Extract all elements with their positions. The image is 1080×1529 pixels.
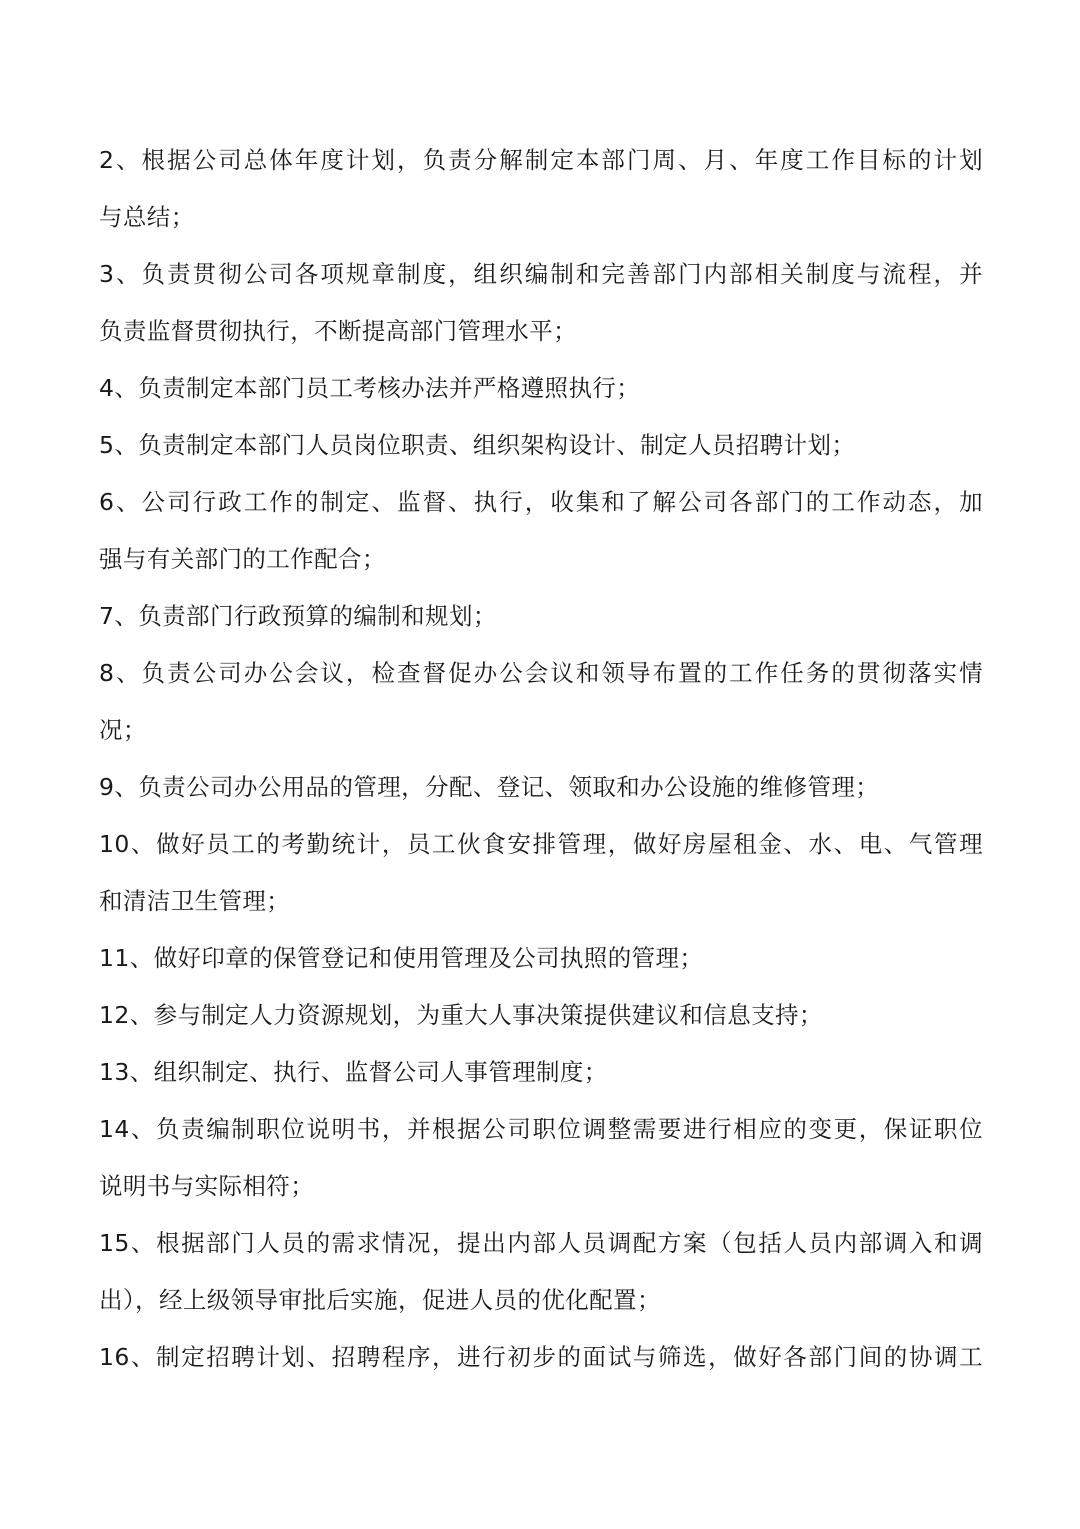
text-line-14: 和清洁卫生管理； bbox=[99, 887, 291, 915]
text-line-5: 4、负责制定本部门员工考核办法并严格遵照执行； bbox=[99, 374, 641, 402]
text-line-15: 11、做好印章的保管登记和使用管理及公司执照的管理； bbox=[99, 944, 704, 972]
text-line-19: 说明书与实际相符； bbox=[99, 1172, 315, 1200]
text-line-8: 强与有关部门的工作配合； bbox=[99, 545, 386, 573]
text-line-9: 7、负责部门行政预算的编制和规划； bbox=[99, 602, 497, 630]
text-line-3: 3、负责贯彻公司各项规章制度，组织编制和完善部门内部相关制度与流程，并 bbox=[99, 260, 983, 288]
text-line-13: 10、做好员工的考勤统计，员工伙食安排管理，做好房屋租金、水、电、气管理 bbox=[99, 830, 983, 858]
text-line-22: 16、制定招聘计划、招聘程序，进行初步的面试与筛选，做好各部门间的协调工 bbox=[99, 1343, 983, 1371]
text-line-20: 15、根据部门人员的需求情况，提出内部人员调配方案（包括人员内部调入和调 bbox=[99, 1229, 983, 1257]
text-line-6: 5、负责制定本部门人员岗位职责、组织架构设计、制定人员招聘计划； bbox=[99, 431, 856, 459]
text-line-12: 9、负责公司办公用品的管理，分配、登记、领取和办公设施的维修管理； bbox=[99, 773, 880, 801]
text-line-4: 负责监督贯彻执行，不断提高部门管理水平； bbox=[99, 317, 577, 345]
text-line-1: 2、根据公司总体年度计划，负责分解制定本部门周、月、年度工作目标的计划 bbox=[99, 146, 983, 174]
text-line-18: 14、负责编制职位说明书，并根据公司职位调整需要进行相应的变更，保证职位 bbox=[99, 1115, 983, 1143]
text-line-11: 况； bbox=[99, 716, 147, 744]
document-body bbox=[99, 132, 983, 1386]
text-line-21: 出），经上级领导审批后实施，促进人员的优化配置； bbox=[99, 1286, 661, 1314]
text-line-10: 8、负责公司办公会议，检查督促办公会议和领导布置的工作任务的贯彻落实情 bbox=[99, 659, 983, 687]
text-line-17: 13、组织制定、执行、监督公司人事管理制度； bbox=[99, 1058, 608, 1086]
text-line-2: 与总结； bbox=[99, 203, 195, 231]
text-line-7: 6、公司行政工作的制定、监督、执行，收集和了解公司各部门的工作动态，加 bbox=[99, 488, 983, 516]
text-line-16: 12、参与制定人力资源规划，为重大人事决策提供建议和信息支持； bbox=[99, 1001, 823, 1029]
